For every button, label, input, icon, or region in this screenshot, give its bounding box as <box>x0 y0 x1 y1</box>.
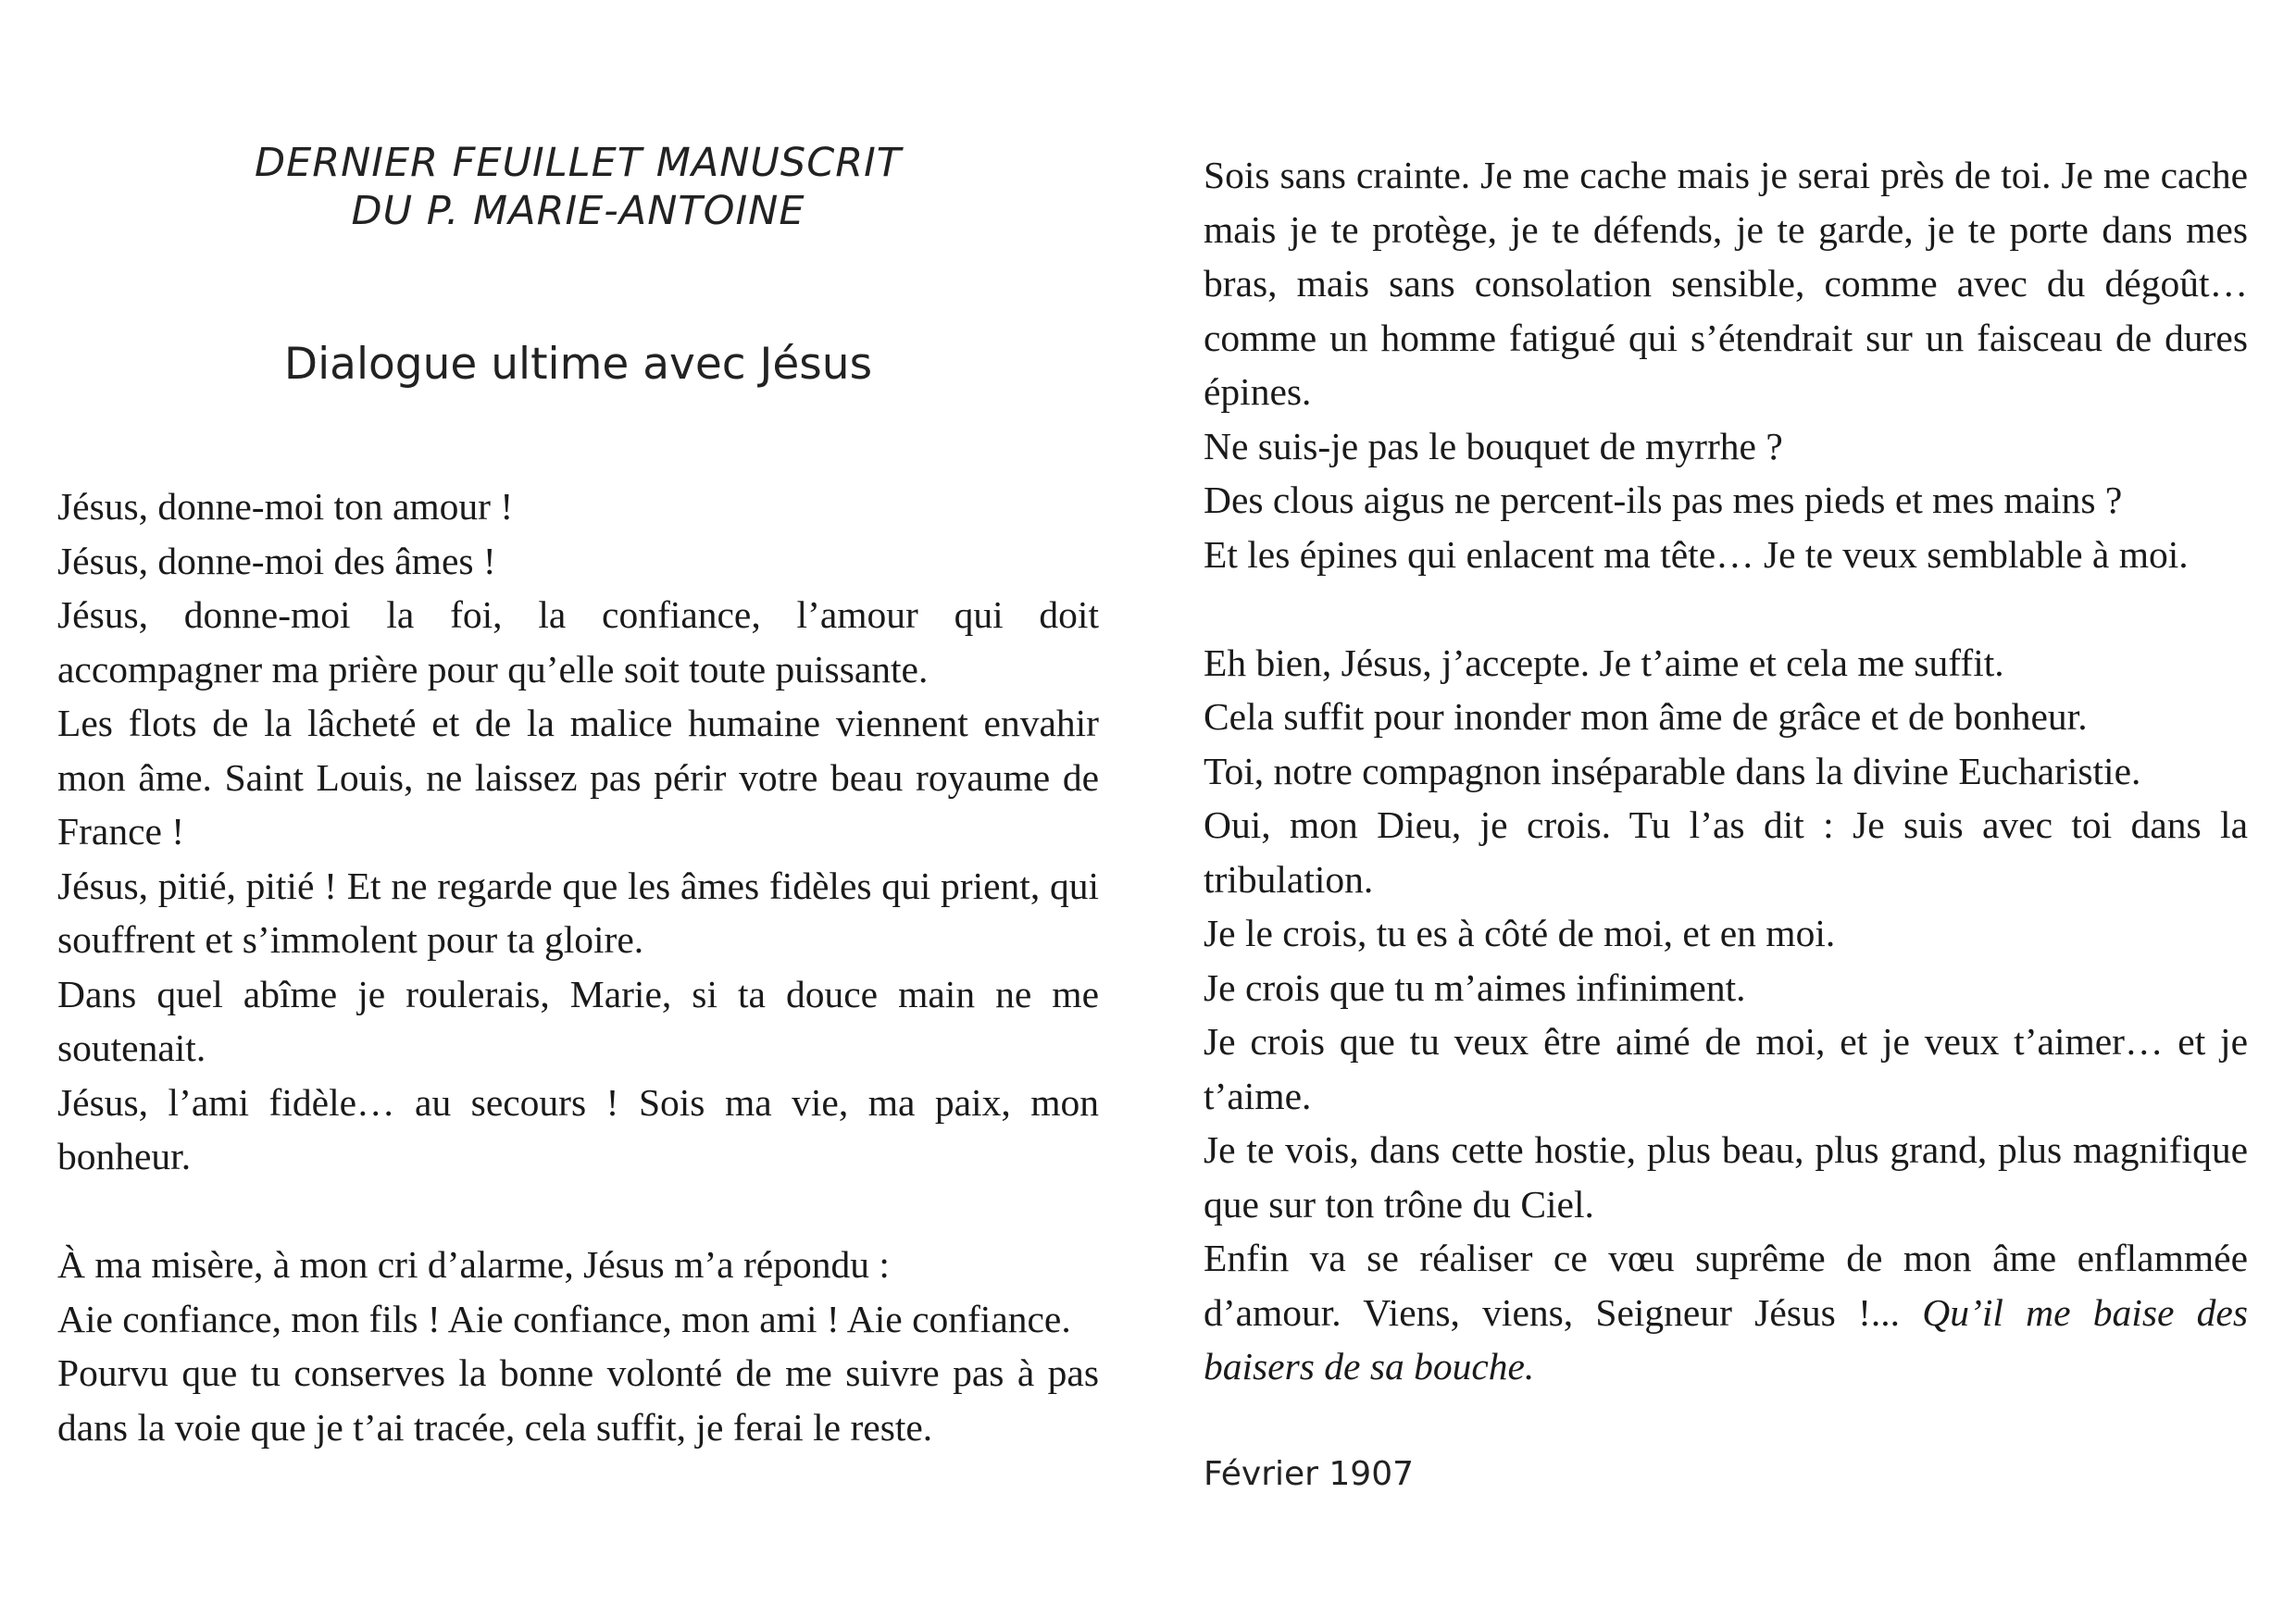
paragraph-line: Jésus, l’ami fidèle… au secours ! Sois ma vie, ma paix, mon bonheur. <box>57 1080 1099 1177</box>
right-body-text <box>1204 148 2248 1502</box>
paragraph-line: Les flots de la lâcheté et de la malice humaine viennent envahir mon âme. Saint Louis, ne laissez pas périr votre beau royaume de France ! <box>57 702 1099 853</box>
closing-quote: Qu’il me baise des baisers de sa bouche. <box>1204 1290 2248 1388</box>
paragraph-line: Jésus, donne-moi ton amour ! <box>57 485 514 528</box>
paragraph-line: Des clous aigus ne percent-ils pas mes pieds et mes mains ? <box>1204 479 2123 521</box>
closing-paragraph <box>1204 1231 2248 1394</box>
paragraph-line: Je crois que tu m’aimes infiniment. <box>1204 965 1746 1009</box>
dialogue-title: Dialogue ultime avec Jésus <box>283 339 873 390</box>
paragraph-gap <box>1204 581 2248 636</box>
paragraph-line: Ne suis-je pas le bouquet de myrrhe ? <box>1204 424 1783 467</box>
heading-line-1: DERNIER FEUILLET MANUSCRIT <box>254 140 903 186</box>
paragraph-line: Cela suffit pour inonder mon âme de grâce et de bonheur. <box>1204 695 2088 738</box>
right-column <box>1204 148 2248 1502</box>
paragraph-line: Eh bien, Jésus, j’accepte. Je t’aime et cela me suffit. <box>1204 641 2004 684</box>
paragraph-line: Pourvu que tu conserves la bonne volonté de me suivre pas à pas dans la voie que je t’ai tracée, cela suffit, je ferai le reste. <box>57 1351 1099 1449</box>
paragraph-line: Jésus, pitié, pitié ! Et ne regarde que les âmes fidèles qui prient, qui souffrent et s’immolent pour ta gloire. <box>57 864 1099 961</box>
document-date: Février 1907 <box>1204 1455 1415 1493</box>
left-column <box>57 139 1099 1454</box>
paragraph-line: Et les épines qui enlacent ma tête… Je te veux semblable à moi. <box>1204 532 2189 576</box>
paragraph-line: Je te vois, dans cette hostie, plus beau, plus grand, plus magnifique que sur ton trône du Ciel. <box>1204 1128 2248 1226</box>
paragraph-line: Jésus, donne-moi des âmes ! <box>57 539 496 582</box>
paragraph-gap <box>57 1184 1099 1238</box>
closing-text: Enfin va se réaliser ce vœu suprême de mon âme enflammée d’amour. Viens, viens, Seigneur Jésus !... <box>1204 1237 2248 1334</box>
paragraph-line: Toi, notre compagnon inséparable dans la divine Eucharistie. <box>1204 749 2141 792</box>
document-heading <box>57 139 1099 235</box>
paragraph-line: Je le crois, tu es à côté de moi, et en moi. <box>1204 912 1836 954</box>
heading-line-2: DU P. MARIE-ANTOINE <box>351 188 805 234</box>
paragraph-line: Sois sans crainte. Je me cache mais je serai près de toi. Je me cache mais je te protège, je te défends, je te garde, je te porte dans mes bras, mais sans consolation sensible, comme avec du dégoût… comme un homme fatigué qui s’étendrait sur un faisceau de dures épines. <box>1204 154 2248 413</box>
left-body-text <box>57 479 1099 1454</box>
paragraph-line: À ma misère, à mon cri d’alarme, Jésus m’a répondu : <box>57 1243 890 1286</box>
paragraph-line: Oui, mon Dieu, je crois. Tu l’as dit : Je suis avec toi dans la tribulation. <box>1204 803 2248 901</box>
paragraph-line: Dans quel abîme je roulerais, Marie, si ta douce main ne me soutenait. <box>57 972 1099 1069</box>
paragraph-gap <box>1204 1394 2248 1449</box>
paragraph-line: Jésus, donne-moi la foi, la confiance, l’amour qui doit accompagner ma prière pour qu’elle soit toute puissante. <box>57 593 1099 691</box>
paragraph-line: Aie confiance, mon fils ! Aie confiance, mon ami ! Aie confiance. <box>57 1297 1071 1340</box>
paragraph-line: Je crois que tu veux être aimé de moi, et je veux t’aimer… et je t’aime. <box>1204 1020 2248 1117</box>
